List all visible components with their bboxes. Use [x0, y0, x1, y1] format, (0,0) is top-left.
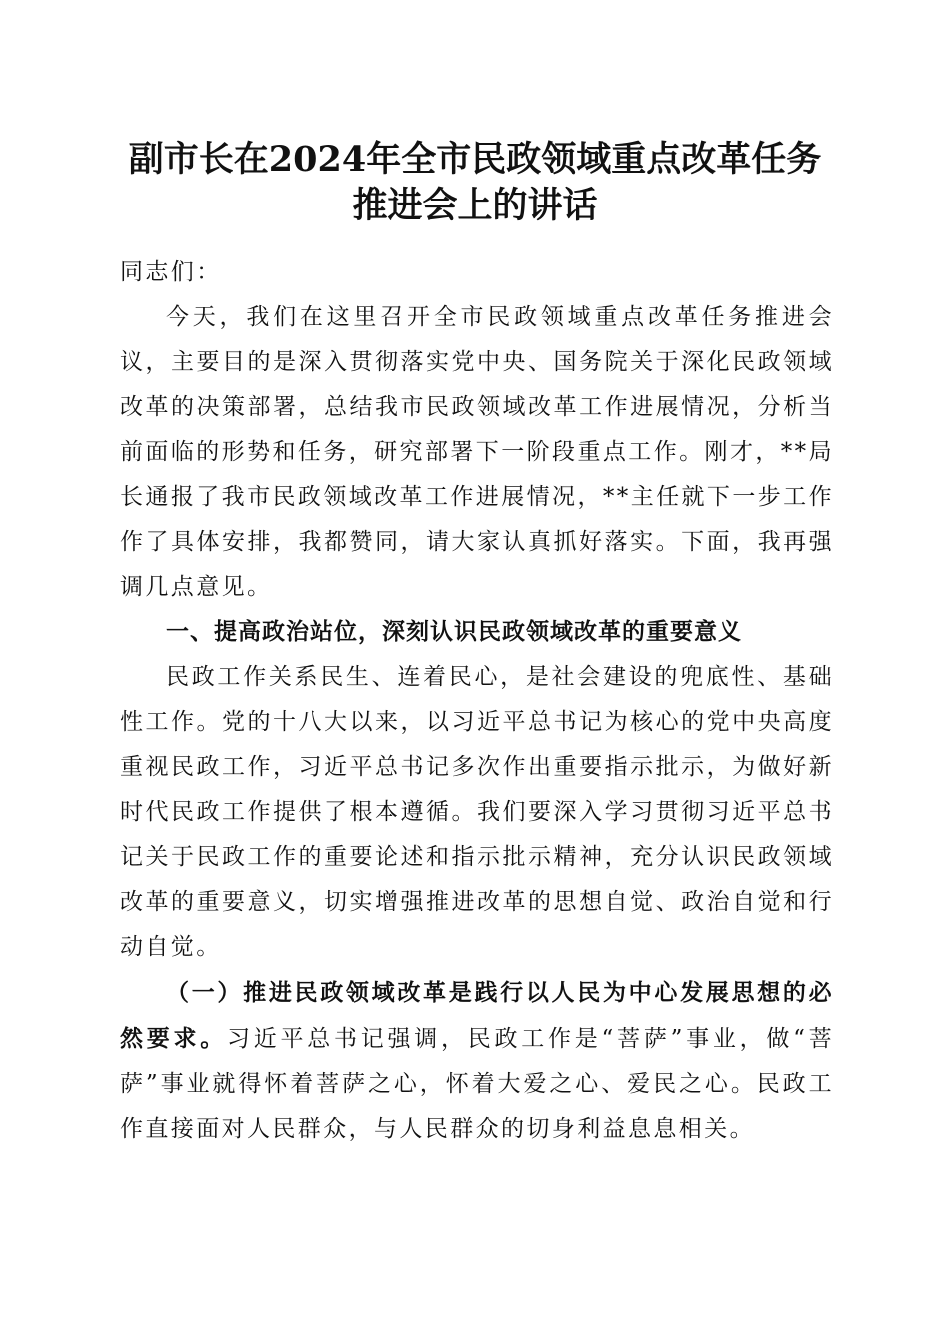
document-title-line-2: 推进会上的讲话 — [352, 185, 598, 226]
document-title-line-1: 副市长在2024年全市民政领域重点改革任务 — [128, 139, 822, 180]
salutation: 同志们： — [120, 259, 222, 285]
subsection-1-heading: （一）推进民政领域改革是践行以人民为中心发展思想的必然要求。 — [120, 979, 834, 1052]
subsection-1-paragraph — [120, 970, 834, 1152]
document-body — [120, 250, 834, 1152]
section-1-paragraph: 民政工作关系民生、连着民心，是社会建设的兜底性、基础性工作。党的十八大以来，以习近平总书记为核心的党中央高度重视民政工作，习近平总书记多次作出重要指示批示，为做好新时代民政工作提供了根本遵循。我们要深入学习贯彻习近平总书记关于民政工作的重要论述和指示批示精神，充分认识民政领域改革的重要意义，切实增强推进改革的思想自觉、政治自觉和行动自觉。 — [120, 664, 834, 960]
intro-paragraph: 今天，我们在这里召开全市民政领域重点改革任务推进会议，主要目的是深入贯彻落实党中央、国务院关于深化民政领域改革的决策部署，总结我市民政领域改革工作进展情况，分析当前面临的形势和任务，研究部署下一阶段重点工作。刚才，**局长通报了我市民政领域改革工作进展情况，**主任就下一步工作作了具体安排，我都赞同，请大家认真抓好落实。下面，我再强调几点意见。 — [120, 304, 834, 600]
section-1-heading: 一、提高政治站位，深刻认识民政领域改革的重要意义 — [166, 619, 742, 645]
subsection-1-text: 习近平总书记强调，民政工作是“菩萨”事业，做“菩萨”事业就得怀着菩萨之心，怀着大爱之心、爱民之心。民政工作直接面对人民群众，与人民群众的切身利益息息相关。 — [120, 1026, 834, 1142]
